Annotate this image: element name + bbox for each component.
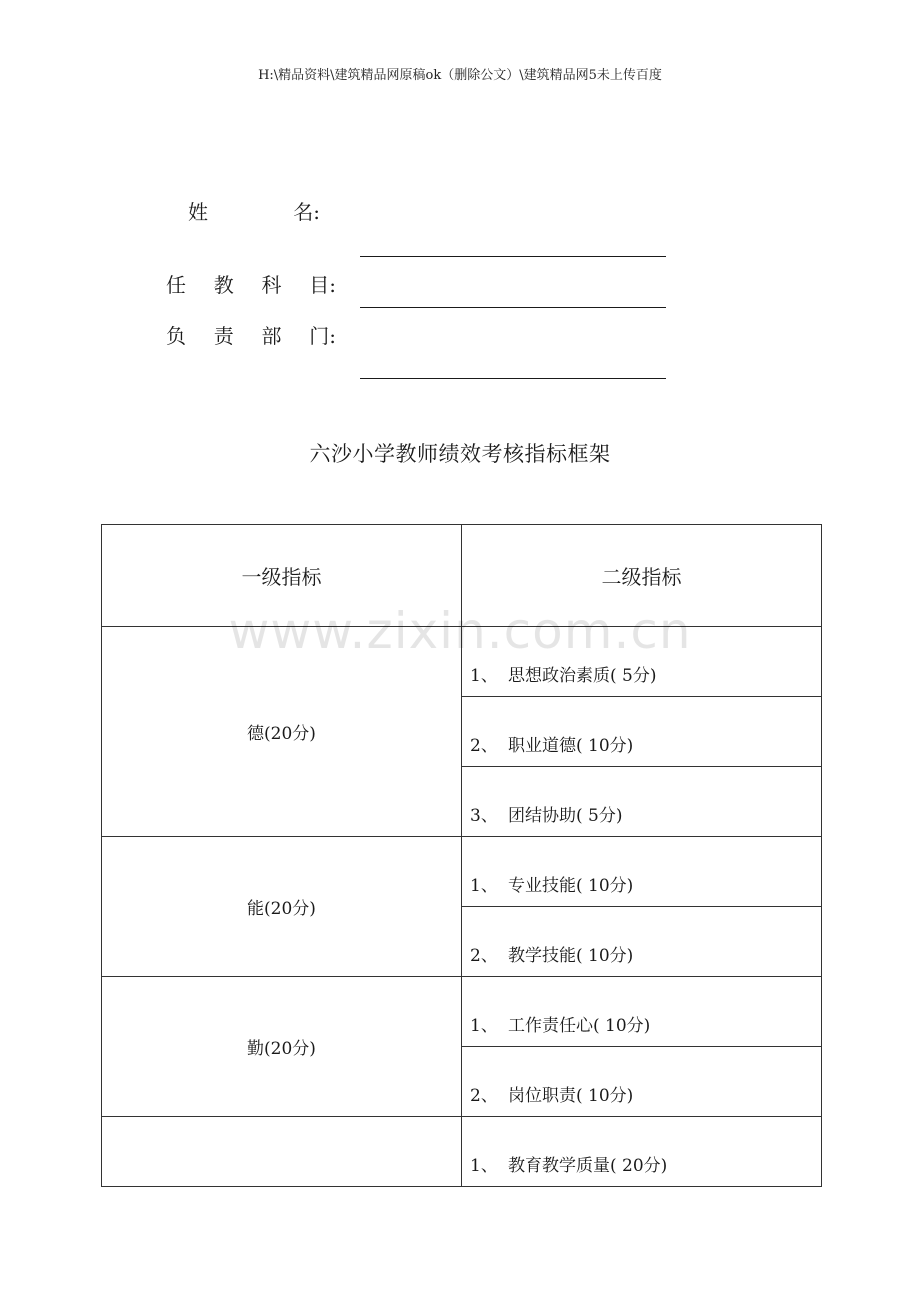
col2-header: 二级指标 <box>462 525 822 627</box>
indicator-table <box>101 524 822 1187</box>
file-path-header: H:\精品资料\建筑精品网原稿ok（删除公文）\建筑精品网5未上传百度 <box>258 68 662 83</box>
item-text: 思想政治素质( 5分) <box>508 666 657 686</box>
department-label <box>166 320 336 349</box>
item-text: 教育教学质量( 20分) <box>508 1156 668 1176</box>
level2-cell <box>462 1047 822 1117</box>
name-label <box>188 196 320 225</box>
col1-header: 一级指标 <box>102 525 462 627</box>
subject-label-char-3: 科 <box>261 273 282 297</box>
item-number: 1、 <box>470 1156 498 1176</box>
level2-cell <box>462 837 822 907</box>
level1-cell <box>102 1117 462 1187</box>
table-row <box>102 1117 822 1187</box>
department-label-char-2: 责 <box>213 324 234 348</box>
item-number: 2、 <box>470 1086 498 1106</box>
name-label-char-2: 名: <box>293 200 320 224</box>
level2-cell <box>462 767 822 837</box>
subject-label-char-4: 目: <box>309 273 336 297</box>
item-number: 1、 <box>470 876 498 896</box>
name-label-char-1: 姓 <box>188 200 208 224</box>
level2-cell <box>462 907 822 977</box>
level2-cell <box>462 977 822 1047</box>
subject-label-char-1: 任 <box>166 273 186 297</box>
item-number: 3、 <box>470 806 498 826</box>
name-field-line[interactable] <box>360 256 666 257</box>
item-text: 岗位职责( 10分) <box>508 1086 634 1106</box>
department-label-char-1: 负 <box>166 324 186 348</box>
level1-cell: 勤(20分) <box>102 977 462 1117</box>
subject-label <box>166 269 336 298</box>
table-row <box>102 627 822 697</box>
subject-label-char-2: 教 <box>213 273 234 297</box>
item-number: 2、 <box>470 946 498 966</box>
level2-cell <box>462 1117 822 1187</box>
item-text: 团结协助( 5分) <box>508 806 623 826</box>
subject-field-line[interactable] <box>360 307 666 308</box>
item-text: 职业道德( 10分) <box>508 736 634 756</box>
item-text: 工作责任心( 10分) <box>508 1016 651 1036</box>
level2-cell <box>462 627 822 697</box>
watermark: www.zixin.com.cn <box>228 602 692 660</box>
department-label-char-4: 门: <box>309 324 336 348</box>
item-number: 2、 <box>470 736 498 756</box>
department-field-line[interactable] <box>360 378 666 379</box>
document-title: 六沙小学教师绩效考核指标框架 <box>309 442 611 466</box>
item-number: 1、 <box>470 666 498 686</box>
level1-cell: 德(20分) <box>102 627 462 837</box>
table-row <box>102 977 822 1047</box>
item-number: 1、 <box>470 1016 498 1036</box>
table-header-row <box>102 525 822 627</box>
department-label-char-3: 部 <box>261 324 282 348</box>
table-row <box>102 837 822 907</box>
level2-cell <box>462 697 822 767</box>
level1-cell: 能(20分) <box>102 837 462 977</box>
item-text: 专业技能( 10分) <box>508 876 634 896</box>
item-text: 教学技能( 10分) <box>508 946 634 966</box>
